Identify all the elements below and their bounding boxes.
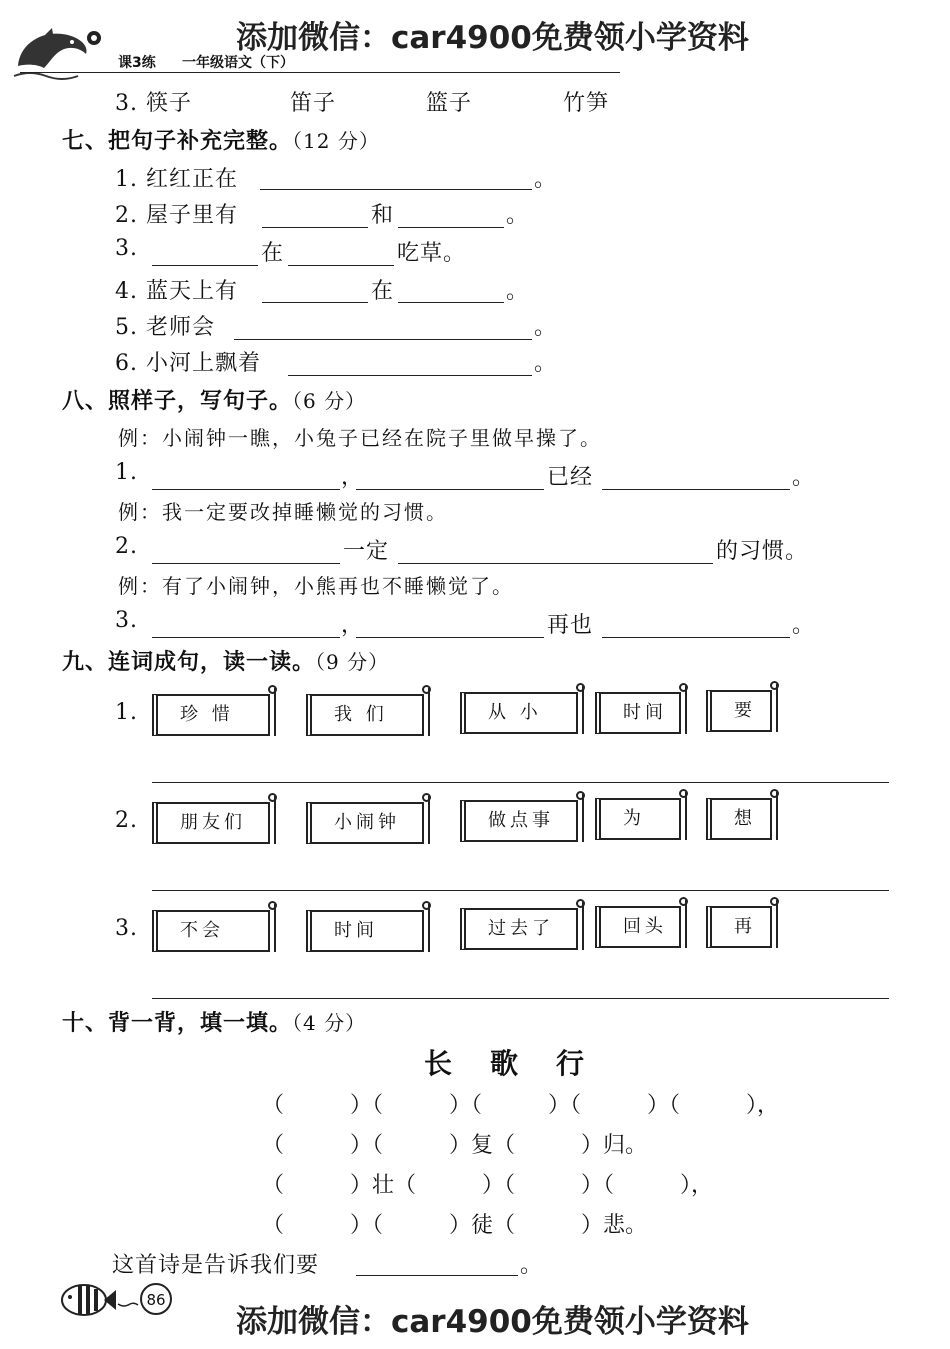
q8-2-blank-a[interactable] — [152, 562, 340, 564]
word-card[interactable]: 时间 — [306, 910, 424, 952]
q7-1-period: 。 — [534, 167, 558, 192]
q9-1-answer-line[interactable] — [152, 782, 889, 783]
q7-4-period: 。 — [506, 279, 530, 304]
section-10-title — [62, 1006, 366, 1037]
section-10-heading: 十、背一背，填一填。 — [62, 1011, 293, 1036]
poem-conclusion-period: 。 — [520, 1253, 544, 1278]
section-7-heading: 七、把句子补充完整。 — [62, 129, 293, 154]
q7-6-period: 。 — [534, 351, 558, 376]
poem-conclusion-blank[interactable] — [356, 1274, 518, 1276]
word-card[interactable]: 从 小 — [460, 692, 578, 734]
q7-2-label: 2. 屋子里有 — [115, 203, 238, 228]
q8-3-num: 3. — [115, 608, 138, 633]
poem-line-2[interactable]: （ ）（ ）复（ ）归。 — [262, 1133, 648, 1158]
section-8-score: （6 分） — [292, 389, 367, 413]
list-item: 篮子 — [426, 91, 473, 116]
word-card[interactable]: 朋友们 — [152, 802, 270, 844]
header-lesson: 课3练 — [118, 55, 156, 71]
q7-1-blank[interactable] — [260, 188, 532, 190]
q7-5-label: 5. 老师会 — [115, 315, 215, 340]
example-1: 例：小闹钟一瞧，小兔子已经在院子里做早操了。 — [118, 426, 602, 450]
q7-3-blank-b[interactable] — [288, 264, 394, 266]
poem-title: 长歌行 — [424, 1047, 623, 1080]
q8-1-num: 1. — [115, 460, 138, 485]
section-10-score: （4 分） — [292, 1011, 367, 1035]
q8-2-must: 一定 — [343, 539, 390, 564]
list-item: 笛子 — [290, 91, 337, 116]
word-card[interactable]: 我 们 — [306, 694, 424, 736]
q8-3-blank-a[interactable] — [152, 636, 340, 638]
q7-3-tail: 吃草。 — [397, 241, 467, 266]
list-item: 3. 筷子 — [115, 91, 192, 116]
q7-4-blank-a[interactable] — [262, 301, 368, 303]
q9-1-num: 1. — [115, 700, 138, 725]
section-8-title — [62, 384, 366, 415]
section-9-heading: 九、连词成句，读一读。 — [62, 650, 316, 675]
example-3: 例：有了小闹钟，小熊再也不睡懒觉了。 — [118, 574, 514, 598]
watermark-top: 添加微信：car4900免费领小学资料 — [236, 20, 749, 56]
q8-1-blank-a[interactable] — [152, 488, 340, 490]
list-item: 竹笋 — [563, 91, 610, 116]
q7-2-blank-b[interactable] — [398, 226, 504, 228]
example-2: 例：我一定要改掉睡懒觉的习惯。 — [118, 500, 448, 524]
q7-3-blank-a[interactable] — [152, 264, 258, 266]
q7-4-label: 4. 蓝天上有 — [115, 279, 238, 304]
word-card[interactable]: 想 — [706, 798, 772, 840]
word-card[interactable]: 再 — [706, 906, 772, 948]
section-7-title — [62, 124, 380, 155]
fish-icon — [58, 1280, 142, 1320]
q7-2-period: 。 — [506, 203, 530, 228]
q8-1-blank-c[interactable] — [602, 488, 790, 490]
word-card[interactable]: 回头 — [595, 906, 681, 948]
q8-3-never: 再也 — [547, 613, 594, 638]
section-8-heading: 八、照样子，写句子。 — [62, 389, 293, 414]
q8-2-blank-b[interactable] — [398, 562, 713, 564]
q8-3-blank-c[interactable] — [602, 636, 790, 638]
word-card[interactable]: 时间 — [595, 692, 681, 734]
q9-3-answer-line[interactable] — [152, 998, 889, 999]
q8-3-comma: ， — [341, 613, 365, 638]
q9-2-answer-line[interactable] — [152, 890, 889, 891]
q8-3-blank-b[interactable] — [356, 636, 544, 638]
q9-3-num: 3. — [115, 916, 138, 941]
q7-4-blank-b[interactable] — [398, 301, 504, 303]
q7-2-blank-a[interactable] — [262, 226, 368, 228]
q7-5-blank[interactable] — [234, 338, 532, 340]
q7-2-and: 和 — [371, 203, 395, 228]
section-9-score: （9 分） — [315, 650, 390, 674]
page-number: 86 — [140, 1283, 172, 1315]
word-card[interactable]: 不会 — [152, 910, 270, 952]
word-card[interactable]: 过去了 — [460, 908, 578, 950]
q7-6-label: 6. 小河上飘着 — [115, 351, 261, 376]
header-grade: 一年级语文（下） — [182, 55, 294, 71]
q8-1-period: 。 — [792, 465, 816, 490]
word-card[interactable]: 珍 惜 — [152, 694, 270, 736]
q8-1-already: 已经 — [547, 465, 594, 490]
poem-line-4[interactable]: （ ）（ ）徒（ ）悲。 — [262, 1213, 648, 1238]
word-card[interactable]: 小闹钟 — [306, 802, 424, 844]
section-9-title — [62, 645, 389, 676]
poem-line-3[interactable]: （ ）壮（ ）（ ）（ ）， — [262, 1173, 714, 1198]
q8-1-blank-b[interactable] — [356, 488, 544, 490]
watermark-bottom: 添加微信：car4900免费领小学资料 — [236, 1304, 749, 1340]
q7-3-at: 在 — [261, 241, 285, 266]
q9-2-num: 2. — [115, 808, 138, 833]
poem-conclusion-label: 这首诗是告诉我们要 — [112, 1253, 320, 1278]
q8-1-comma: ， — [341, 465, 365, 490]
section-7-score: （12 分） — [292, 129, 380, 153]
header-rule — [20, 72, 620, 73]
q8-2-num: 2. — [115, 534, 138, 559]
q7-4-at: 在 — [371, 279, 395, 304]
poem-line-1[interactable]: （ ）（ ）（ ）（ ）（ ）， — [262, 1093, 780, 1118]
q7-6-blank[interactable] — [288, 374, 532, 376]
q8-3-period: 。 — [792, 613, 816, 638]
word-card[interactable]: 做点事 — [460, 800, 578, 842]
q7-5-period: 。 — [534, 315, 558, 340]
q7-1-label: 1. 红红正在 — [115, 167, 238, 192]
q7-3-label: 3. — [115, 236, 138, 261]
q8-2-tail: 的习惯。 — [716, 539, 809, 564]
word-card[interactable]: 要 — [706, 690, 772, 732]
word-card[interactable]: 为 — [595, 798, 681, 840]
